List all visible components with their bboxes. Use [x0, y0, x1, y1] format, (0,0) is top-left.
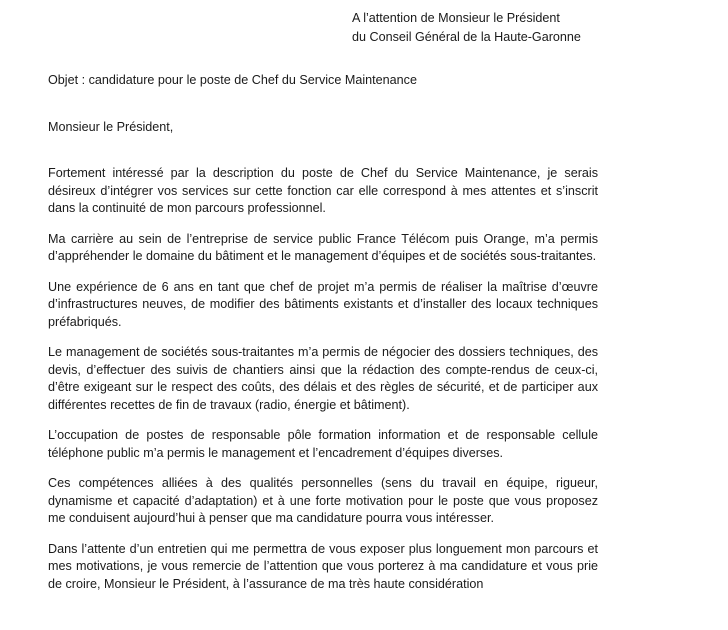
body-paragraph: L’occupation de postes de responsable pôle formation information et de responsable cellule téléphone public m’a permis le management et l’encadrement d’équipes diverses. — [48, 428, 598, 460]
letter-body — [48, 165, 598, 606]
body-paragraph: Ma carrière au sein de l’entreprise de service public France Télécom puis Orange, m’a permis d’appréhender le domaine du bâtiment et le management d’équipes et de sociétés sous-traitantes. — [48, 231, 598, 263]
body-paragraph: Dans l’attente d’un entretien qui me permettra de vous exposer plus longuement mon parcours et mes motivations, je vous remercie de l’attention que vous porterez à ma candidature et vous prie de croire, Monsieur le Président, à l’assurance de ma très haute considération — [48, 541, 598, 591]
body-paragraph: Le management de sociétés sous-traitantes m’a permis de négocier des dossiers techniques, des devis, d’effectuer des suivis de chantiers ainsi que la rédaction des compte-rendus de ceux-ci, d’être exigeant sur le respect des coûts, des délais et des règles de sécurité, et de participer aux différentes recettes de fin de travaux (radio, énergie et bâtiment). — [48, 345, 598, 412]
body-paragraph: Une expérience de 6 ans en tant que chef de projet m’a permis de réaliser la maîtrise d’œuvre d’infrastructures neuves, de modifier des bâtiments existants et d’installer des locaux techniques préfabriqués. — [48, 279, 598, 329]
letter-salutation: Monsieur le Président, — [48, 120, 174, 134]
recipient-line-1: A l’attention de Monsieur le Président — [352, 11, 560, 25]
recipient-line-2: du Conseil Général de la Haute-Garonne — [352, 29, 581, 44]
recipient-block — [352, 9, 712, 46]
body-paragraph: Ces compétences alliées à des qualités personnelles (sens du travail en équipe, rigueur, dynamisme et capacité d’adaptation) et à une forte motivation pour le poste que vous proposez me conduisent aujourd’hui à penser que ma candidature pourra vous intéresser. — [48, 476, 598, 525]
letter-subject: Objet : candidature pour le poste de Chef du Service Maintenance — [48, 73, 417, 87]
body-paragraph: Fortement intéressé par la description du poste de Chef du Service Maintenance, je serais désireux d’intégrer vos services sur cette fonction car elle correspond à mes attentes et s’inscrit dans la continuité de mon parcours professionnel. — [48, 166, 598, 215]
